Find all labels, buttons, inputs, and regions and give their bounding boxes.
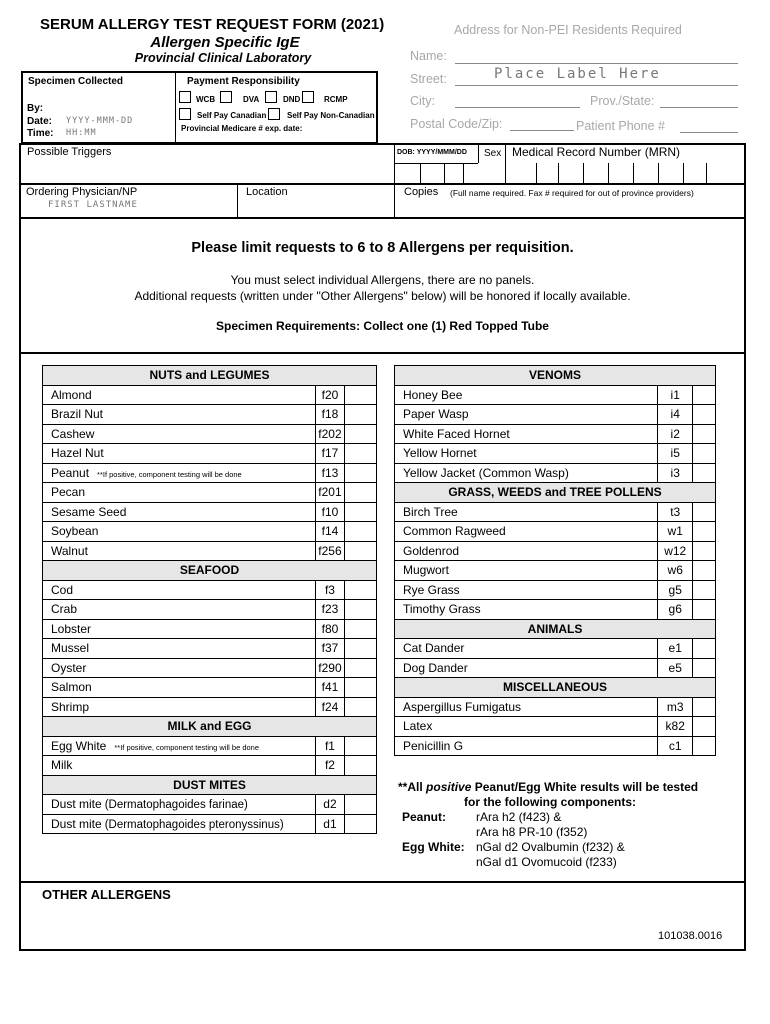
allergen-select-box[interactable]	[345, 697, 377, 717]
allergen-select-box[interactable]	[345, 541, 377, 561]
allergen-name: Mussel	[51, 641, 90, 656]
allergen-row	[395, 697, 716, 717]
allergen-select-box[interactable]	[693, 561, 716, 581]
allergen-row	[43, 463, 377, 483]
allergen-select-box[interactable]	[345, 580, 377, 600]
allergen-select-box[interactable]	[345, 619, 377, 639]
specimen-requirements: Specimen Requirements: Collect one (1) Red Topped Tube	[216, 319, 549, 333]
allergen-row	[395, 600, 716, 620]
note-prefix: **All	[398, 780, 423, 794]
allergen-code: k82	[658, 717, 693, 737]
component-testing-note: **If positive, component testing will be done	[97, 469, 242, 479]
allergen-code: i4	[658, 405, 693, 425]
allergen-row	[43, 639, 377, 659]
payment-title: Payment Responsibility	[187, 76, 300, 87]
allergen-name: Pecan	[51, 485, 86, 500]
allergen-code: f290	[315, 658, 345, 678]
allergen-name: Cod	[51, 582, 74, 597]
section-miscellaneous: MISCELLANEOUS	[395, 678, 716, 698]
allergen-name: Almond	[51, 387, 92, 402]
allergen-select-box[interactable]	[693, 463, 716, 483]
physician-label: Ordering Physician/NP	[26, 186, 138, 198]
allergen-name: Mugwort	[403, 563, 450, 578]
allergen-select-box[interactable]	[345, 600, 377, 620]
postal-field[interactable]	[510, 130, 574, 131]
allergen-row	[43, 502, 377, 522]
allergen-row	[395, 717, 716, 737]
note-positive: positive	[426, 780, 472, 794]
allergen-select-box[interactable]	[345, 385, 377, 405]
dnd-checkbox[interactable]	[265, 91, 277, 103]
allergen-row	[395, 736, 716, 756]
allergen-select-box[interactable]	[345, 678, 377, 698]
allergen-name: Dog Dander	[403, 660, 468, 675]
rcmp-label: RCMP	[324, 95, 348, 104]
allergen-select-box[interactable]	[345, 814, 377, 834]
allergen-code: f80	[315, 619, 345, 639]
allergen-row	[43, 814, 377, 834]
section-dust-mites: DUST MITES	[43, 775, 377, 795]
allergen-select-box[interactable]	[693, 580, 716, 600]
allergen-row	[395, 502, 716, 522]
allergen-code: f201	[315, 483, 345, 503]
allergen-select-box[interactable]	[345, 483, 377, 503]
allergen-code: d1	[315, 814, 345, 834]
note-rest: Peanut/Egg White results will be tested	[474, 780, 699, 794]
allergen-code: f1	[315, 736, 345, 756]
allergen-row	[43, 697, 377, 717]
name-label: Name:	[410, 49, 447, 63]
note-line2: for the following components:	[464, 795, 636, 809]
allergen-name: Rye Grass	[403, 582, 460, 597]
allergen-select-box[interactable]	[693, 600, 716, 620]
allergen-name: Soybean	[51, 524, 99, 539]
allergen-name: Salmon	[51, 680, 92, 695]
allergen-name: Yellow Jacket (Common Wasp)	[403, 465, 569, 480]
self-pay-noncanadian-checkbox[interactable]	[268, 108, 280, 120]
allergen-code: f13	[315, 463, 345, 483]
allergen-code: f202	[315, 424, 345, 444]
right-allergen-table	[394, 365, 716, 756]
allergen-name: Birch Tree	[403, 504, 458, 519]
allergen-select-box[interactable]	[345, 463, 377, 483]
section-seafood: SEAFOOD	[43, 561, 377, 581]
dva-label: DVA	[243, 95, 260, 104]
allergen-row	[395, 463, 716, 483]
postal-label: Postal Code/Zip:	[410, 117, 503, 131]
allergen-name: Oyster	[51, 660, 87, 675]
label-placeholder: Place Label Here	[494, 66, 661, 82]
allergen-select-box[interactable]	[693, 736, 716, 756]
component-note	[398, 780, 698, 870]
allergen-name: Milk	[51, 758, 73, 773]
wcb-checkbox[interactable]	[179, 91, 191, 103]
allergen-name: Dust mite	[51, 816, 102, 831]
form-subtitle: Allergen Specific IgE	[150, 34, 300, 51]
allergen-name: Dust mite	[51, 797, 102, 812]
peanut-component-2: rAra h8 PR-10 (f352)	[476, 825, 588, 839]
allergen-row	[395, 639, 716, 659]
peanut-component-1: rAra h2 (f423) &	[476, 810, 562, 824]
date-value[interactable]: YYYY-MMM-DD	[66, 116, 134, 126]
allergen-code: f2	[315, 756, 345, 776]
egg-label: Egg White:	[402, 840, 465, 854]
time-value[interactable]: HH:MM	[66, 128, 97, 138]
allergen-select-box[interactable]	[693, 717, 716, 737]
allergen-select-box[interactable]	[345, 522, 377, 542]
allergen-select-box[interactable]	[345, 502, 377, 522]
street-field[interactable]	[455, 85, 738, 86]
by-label: By:	[27, 103, 44, 114]
allergen-name: Lobster	[51, 621, 92, 636]
allergen-code: d2	[315, 795, 345, 815]
allergen-code: i3	[658, 463, 693, 483]
allergen-name: Timothy Grass	[403, 602, 481, 617]
allergen-row	[395, 580, 716, 600]
section-animals: ANIMALS	[395, 619, 716, 639]
allergen-code: g5	[658, 580, 693, 600]
wcb-label: WCB	[196, 95, 216, 104]
self-pay-canadian-label: Self Pay Canadian	[197, 111, 267, 120]
specimen-collected-label: Specimen Collected	[28, 76, 124, 87]
self-pay-noncanadian-label: Self Pay Non-Canadian	[287, 111, 375, 120]
allergen-name: Yellow Hornet	[403, 446, 477, 461]
time-label: Time:	[27, 128, 54, 139]
copies-note: (Full name required. Fax # required for out of province providers)	[450, 188, 694, 198]
allergen-row	[43, 483, 377, 503]
allergen-name: Common Ragweed	[403, 524, 506, 539]
allergen-genus: (Dermatophagoides pteronyssinus)	[104, 818, 284, 831]
allergen-row	[395, 658, 716, 678]
allergen-name: Paper Wasp	[403, 407, 469, 422]
allergen-code: w12	[658, 541, 693, 561]
physician-value[interactable]: FIRST LASTNAME	[48, 200, 138, 210]
allergen-code: f18	[315, 405, 345, 425]
lab-name: Provincial Clinical Laboratory	[134, 51, 312, 65]
left-allergen-table	[42, 365, 377, 834]
allergen-select-box[interactable]	[345, 658, 377, 678]
limit-heading: Please limit requests to 6 to 8 Allergens per requisition.	[191, 240, 574, 256]
allergen-select-box[interactable]	[693, 405, 716, 425]
allergen-genus: (Dermatophagoides farinae)	[104, 799, 248, 812]
copies-label: Copies	[404, 186, 439, 198]
dob-label: DOB: YYYY/MMM/DD	[397, 149, 467, 156]
allergen-code: t3	[658, 502, 693, 522]
allergen-name: Cat Dander	[403, 641, 465, 656]
allergen-select-box[interactable]	[693, 444, 716, 464]
allergen-select-box[interactable]	[345, 795, 377, 815]
other-allergens-input[interactable]	[40, 905, 640, 945]
phone-label: Patient Phone #	[576, 119, 665, 133]
allergen-row	[395, 385, 716, 405]
allergen-row	[395, 444, 716, 464]
allergen-row	[43, 658, 377, 678]
peanut-label: Peanut:	[402, 810, 447, 824]
address-note: Address for Non-PEI Residents Required	[454, 23, 682, 37]
allergen-name: Aspergillus Fumigatus	[403, 699, 522, 714]
allergen-name: Egg White	[51, 738, 107, 753]
allergen-code: f14	[315, 522, 345, 542]
prov-field[interactable]	[660, 107, 738, 108]
allergen-name: Penicillin G	[403, 738, 464, 753]
allergen-code: e5	[658, 658, 693, 678]
allergen-code: f10	[315, 502, 345, 522]
allergen-row	[395, 561, 716, 581]
allergen-name: White Faced Hornet	[403, 426, 510, 441]
allergen-select-box[interactable]	[345, 444, 377, 464]
allergen-select-box[interactable]	[693, 424, 716, 444]
city-label: City:	[410, 94, 435, 108]
allergen-select-box[interactable]	[345, 424, 377, 444]
medicare-label: Provincial Medicare # exp. date:	[181, 124, 303, 133]
allergen-code: f3	[315, 580, 345, 600]
allergen-name: Crab	[51, 602, 78, 617]
allergen-code: m3	[658, 697, 693, 717]
allergen-row	[43, 541, 377, 561]
allergen-name: Walnut	[51, 543, 88, 558]
allergen-select-box[interactable]	[693, 502, 716, 522]
dva-checkbox[interactable]	[220, 91, 232, 103]
section-venoms: VENOMS	[395, 366, 716, 386]
egg-component-1: nGal d2 Ovalbumin (f232) &	[476, 840, 625, 854]
allergen-name: Goldenrod	[403, 543, 460, 558]
allergen-row	[43, 424, 377, 444]
self-pay-canadian-checkbox[interactable]	[179, 108, 191, 120]
allergen-row	[43, 619, 377, 639]
allergen-name: Shrimp	[51, 699, 90, 714]
allergen-select-box[interactable]	[345, 405, 377, 425]
section-pollens: GRASS, WEEDS and TREE POLLENS	[395, 483, 716, 503]
allergen-row	[43, 736, 377, 756]
allergen-name: Sesame Seed	[51, 504, 127, 519]
street-label: Street:	[410, 72, 447, 86]
component-testing-note: **If positive, component testing will be done	[114, 742, 260, 752]
allergen-row	[43, 385, 377, 405]
allergen-select-box[interactable]	[345, 639, 377, 659]
allergen-select-box[interactable]	[693, 522, 716, 542]
allergen-select-box[interactable]	[693, 658, 716, 678]
mrn-label: Medical Record Number (MRN)	[512, 145, 681, 159]
allergen-row	[395, 424, 716, 444]
allergen-name: Peanut	[51, 465, 90, 480]
allergen-name: Cashew	[51, 426, 95, 441]
allergen-name: Hazel Nut	[51, 446, 104, 461]
egg-component-2: nGal d1 Ovomucoid (f233)	[476, 855, 617, 869]
dnd-label: DND	[283, 95, 301, 104]
allergen-row	[395, 405, 716, 425]
allergen-code: g6	[658, 600, 693, 620]
allergen-select-box[interactable]	[693, 385, 716, 405]
other-allergens-title: OTHER ALLERGENS	[42, 887, 171, 902]
prov-label: Prov./State:	[590, 94, 655, 108]
form-title: SERUM ALLERGY TEST REQUEST FORM (2021)	[40, 16, 385, 33]
form-number: 101038.0016	[658, 930, 723, 942]
allergen-code: f41	[315, 678, 345, 698]
triggers-label: Possible Triggers	[27, 146, 112, 158]
allergen-code: i1	[658, 385, 693, 405]
sex-label: Sex	[484, 148, 502, 159]
allergen-row	[43, 795, 377, 815]
allergen-code: w1	[658, 522, 693, 542]
allergen-code: i5	[658, 444, 693, 464]
allergen-code: i2	[658, 424, 693, 444]
rcmp-checkbox[interactable]	[302, 91, 314, 103]
allergen-row	[395, 541, 716, 561]
allergen-row	[395, 522, 716, 542]
mrn-input[interactable]	[506, 164, 744, 183]
allergen-select-box[interactable]	[693, 697, 716, 717]
section-nuts-legumes: NUTS and LEGUMES	[43, 366, 377, 386]
allergen-code: f24	[315, 697, 345, 717]
section-milk-egg: MILK and EGG	[43, 717, 377, 737]
allergen-code: f23	[315, 600, 345, 620]
allergen-code: c1	[658, 736, 693, 756]
allergen-code: w6	[658, 561, 693, 581]
allergen-code: f20	[315, 385, 345, 405]
allergen-row	[43, 405, 377, 425]
allergen-select-box[interactable]	[693, 541, 716, 561]
allergen-code: e1	[658, 639, 693, 659]
phone-field[interactable]	[680, 132, 738, 133]
instruction-line2: Additional requests (written under "Other Allergens" below) will be honored if locally available.	[134, 289, 631, 303]
allergen-name: Brazil Nut	[51, 407, 104, 422]
allergen-select-box[interactable]	[693, 639, 716, 659]
date-label: Date:	[27, 116, 53, 127]
allergen-code: f17	[315, 444, 345, 464]
allergen-row	[43, 600, 377, 620]
allergen-row	[43, 678, 377, 698]
allergen-name: Honey Bee	[403, 387, 463, 402]
allergen-select-box[interactable]	[345, 736, 377, 756]
city-field[interactable]	[455, 107, 580, 108]
allergen-row	[43, 580, 377, 600]
allergen-row	[43, 444, 377, 464]
allergen-code: f256	[315, 541, 345, 561]
name-field[interactable]	[455, 63, 738, 64]
allergen-code: f37	[315, 639, 345, 659]
instruction-line1: You must select individual Allergens, there are no panels.	[230, 273, 535, 287]
allergen-select-box[interactable]	[345, 756, 377, 776]
allergen-row	[43, 522, 377, 542]
location-label: Location	[246, 186, 288, 198]
allergen-name: Latex	[403, 719, 433, 734]
dob-input[interactable]	[395, 164, 478, 183]
allergen-row	[43, 756, 377, 776]
